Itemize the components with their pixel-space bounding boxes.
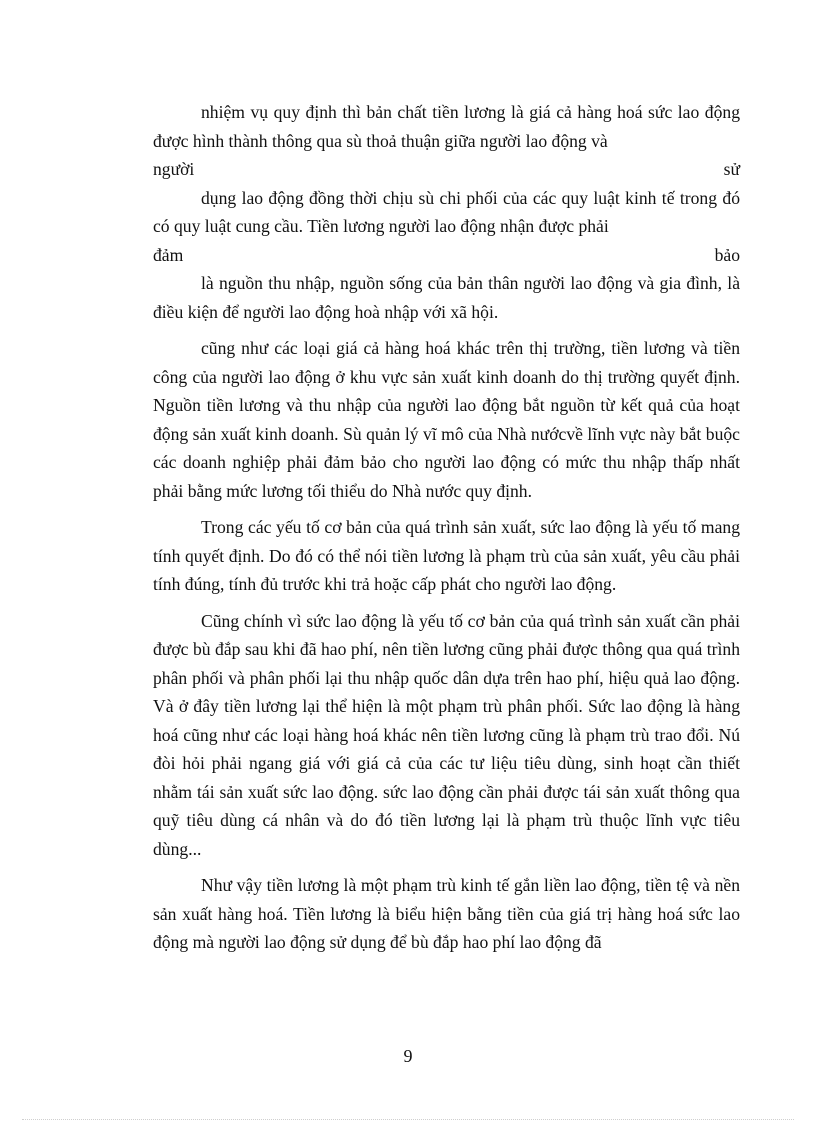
word-left: người xyxy=(153,159,195,179)
paragraph-2: dụng lao động đồng thời chịu sù chi phối của các quy luật kinh tế trong đó có quy luật cung cầu. Tiền lương người lao động nhận được phải xyxy=(153,187,740,236)
paragraph-4: cũng như các loại giá cả hàng hoá khác trên thị trường, tiền lương và tiền công của người lao động ở khu vực sản xuất kinh doanh do thị trường quyết định. Nguồn tiền lương và thu nhập của người lao động bắt nguồn từ kết quả của hoạt động sản xuất kinh doanh. Sù quản lý vĩ mô của Nhà nướcvề lĩnh vực này bắt buộc các doanh nghiệp phải đảm bảo cho người lao động có mức thu nhập thấp nhất phải bằng mức lương tối thiểu do Nhà nước quy định. xyxy=(153,338,740,501)
word-left: đảm xyxy=(153,244,184,265)
paragraph-6: Cũng chính vì sức lao động là yếu tố cơ bản của quá trình sản xuất cần phải được bù đắp sau khi đã hao phí, nên tiền lương cũng phải được thông qua quá trình phân phối và phân phối lại thu nhập quốc dân dựa trên hao phí, hiệu quả lao động. Và ở đây tiền lương lại thể hiện là một phạm trù phân phối. Sức lao động là hàng hoá cũng như các loại hàng hoá khác nên tiền lương cũng là phạm trù trao đổi. Nú đòi hỏi phải ngang giá với giá cả của các tư liệu tiêu dùng, sinh hoạt cần thiết nhằm tái sản xuất sức lao động. sức lao động cần phải được tái sản xuất thông qua quỹ tiêu dùng cá nhân và do đó tiền lương lại là phạm trù thuộc lĩnh vực tiêu dùng... xyxy=(153,610,740,859)
paragraph-2-last-line xyxy=(153,241,740,270)
paragraph-1-last-line xyxy=(153,155,740,184)
body-text xyxy=(153,98,740,957)
paragraph-5: Trong các yếu tố cơ bản của quá trình sản xuất, sức lao động là yếu tố mang tính quyết định. Do đó có thể nói tiền lương là phạm trù của sản xuất, yêu cầu phải tính đúng, tính đủ trước khi trả hoặc cấp phát cho người lao động. xyxy=(153,517,740,594)
word-right: sử xyxy=(723,159,740,179)
paragraph-7: Như vậy tiền lương là một phạm trù kinh tế gắn liền lao động, tiền tệ và nền sản xuất hàng hoá. Tiền lương là biểu hiện bằng tiền của giá trị hàng hoá sức lao động mà người lao động sử dụng để bù đắp hao phí lao động đã xyxy=(153,875,740,952)
footer-divider xyxy=(22,1119,794,1120)
page-number: 9 xyxy=(403,1046,413,1066)
paragraph-1: nhiệm vụ quy định thì bản chất tiền lương là giá cả hàng hoá sức lao động được hình thành thông qua sù thoả thuận giữa người lao động và xyxy=(153,102,740,151)
paragraph-3: là nguồn thu nhập, nguồn sống của bản thân người lao động và gia đình, là điều kiện để người lao động hoà nhập với xã hội. xyxy=(153,273,740,322)
word-right: bảo xyxy=(714,244,740,265)
